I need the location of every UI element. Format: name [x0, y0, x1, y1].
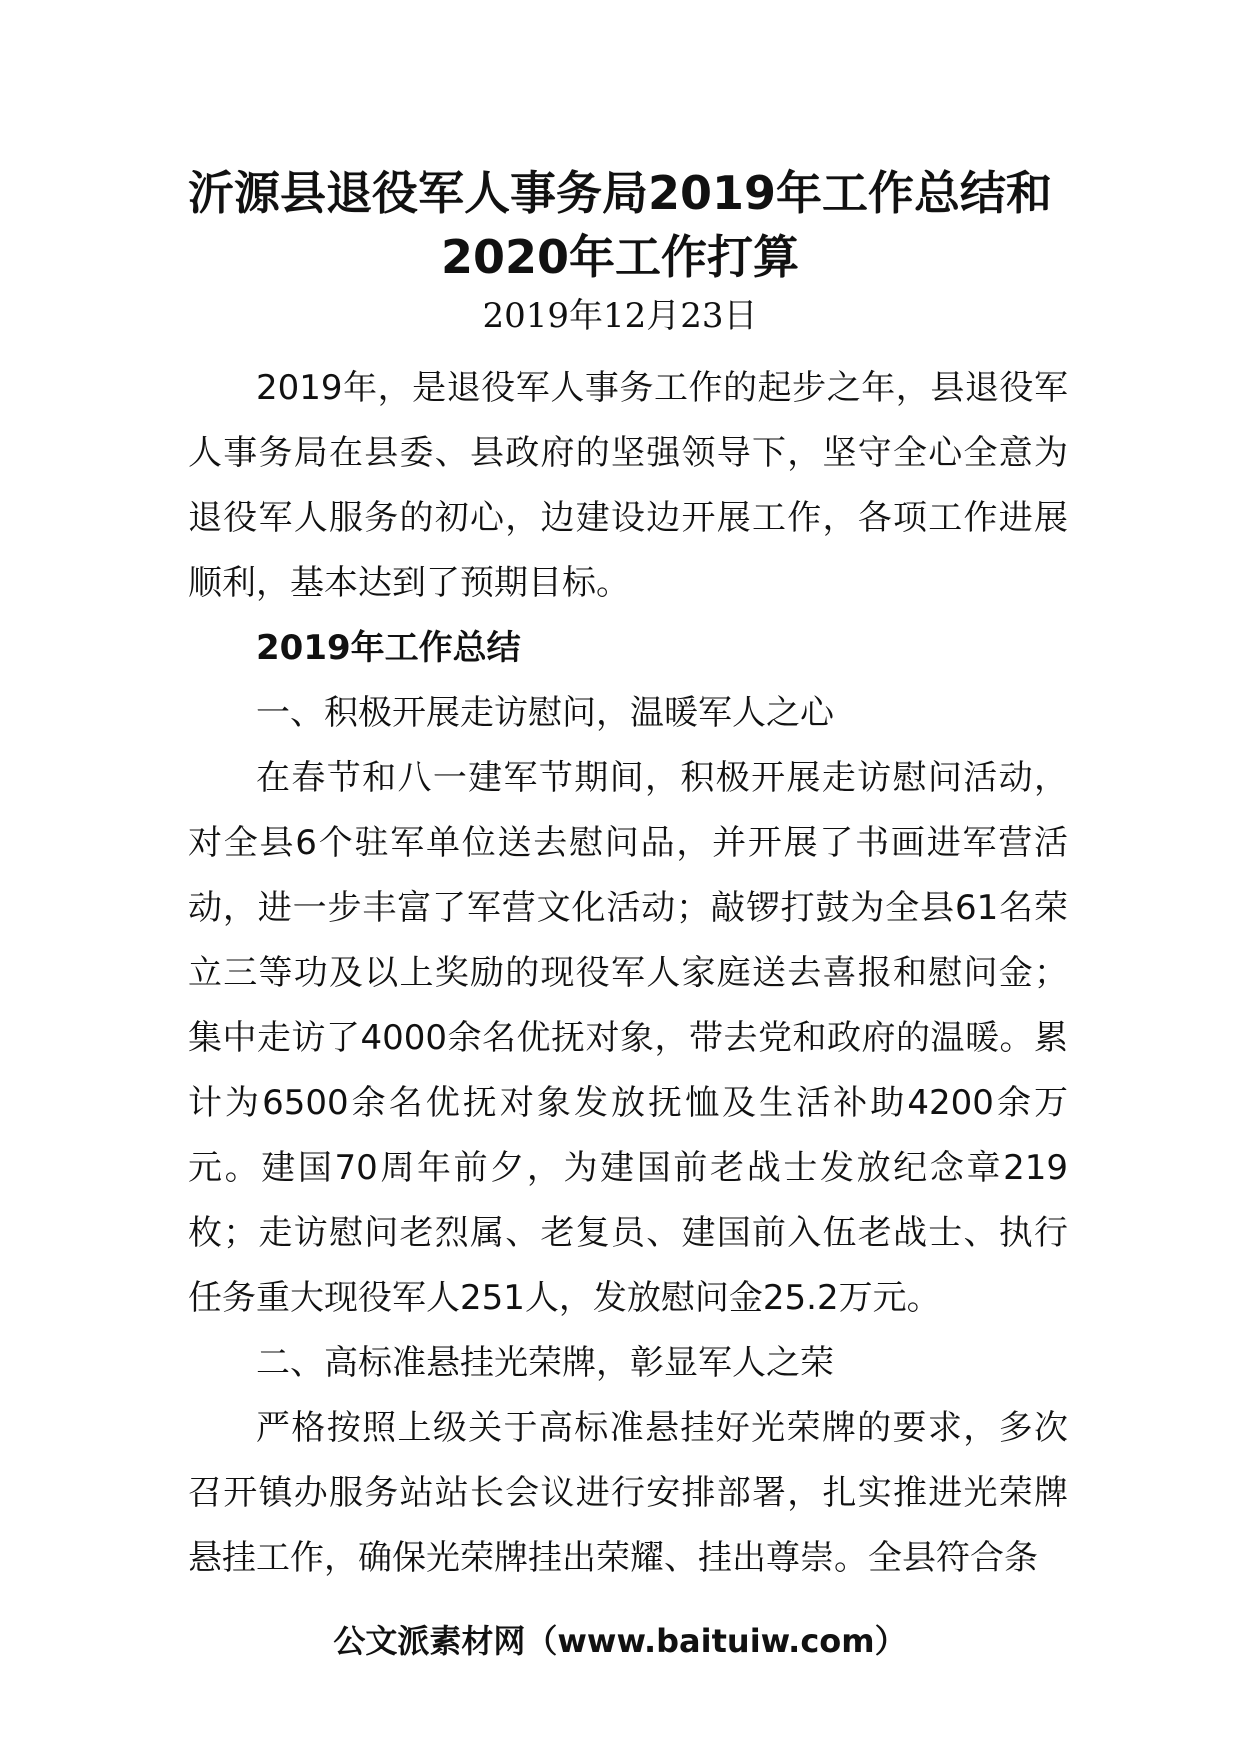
section-heading-2019-summary: 2019年工作总结 — [256, 628, 521, 668]
subsection-heading-1: 一、积极开展走访慰问，温暖军人之心 — [256, 693, 834, 733]
document-title-line-2: 2020年工作打算 — [440, 230, 800, 284]
document-body — [188, 356, 1068, 1591]
document-date: 2019年12月23日 — [482, 296, 758, 336]
body-paragraph-2: 严格按照上级关于高标准悬挂好光荣牌的要求，多次召开镇办服务站站长会议进行安排部署，扎实推进光荣牌悬挂工作，确保光荣牌挂出荣耀、挂出尊崇。全县符合条 — [188, 1408, 1068, 1578]
source-watermark-footer: 公文派素材网（www.baituiw.com） — [333, 1622, 907, 1660]
document-title-line-1: 沂源县退役军人事务局2019年工作总结和 — [187, 166, 1053, 220]
intro-paragraph: 2019年，是退役军人事务工作的起步之年，县退役军人事务局在县委、县政府的坚强领导下，坚守全心全意为退役军人服务的初心，边建设边开展工作，各项工作进展顺利，基本达到了预期目标。 — [188, 368, 1068, 603]
subsection-heading-2: 二、高标准悬挂光荣牌，彰显军人之荣 — [256, 1343, 834, 1383]
body-paragraph-1: 在春节和八一建军节期间，积极开展走访慰问活动，对全县6个驻军单位送去慰问品，并开展了书画进军营活动，进一步丰富了军营文化活动；敲锣打鼓为全县61名荣立三等功及以上奖励的现役军人家庭送去喜报和慰问金；集中走访了4000余名优抚对象，带去党和政府的温暖。累计为6500余名优抚对象发放抚恤及生活补助4200余万元。建国70周年前夕，为建国前老战士发放纪念章219枚；走访慰问老烈属、老复员、建国前入伍老战士、执行任务重大现役军人251人，发放慰问金25.2万元。 — [188, 758, 1068, 1318]
